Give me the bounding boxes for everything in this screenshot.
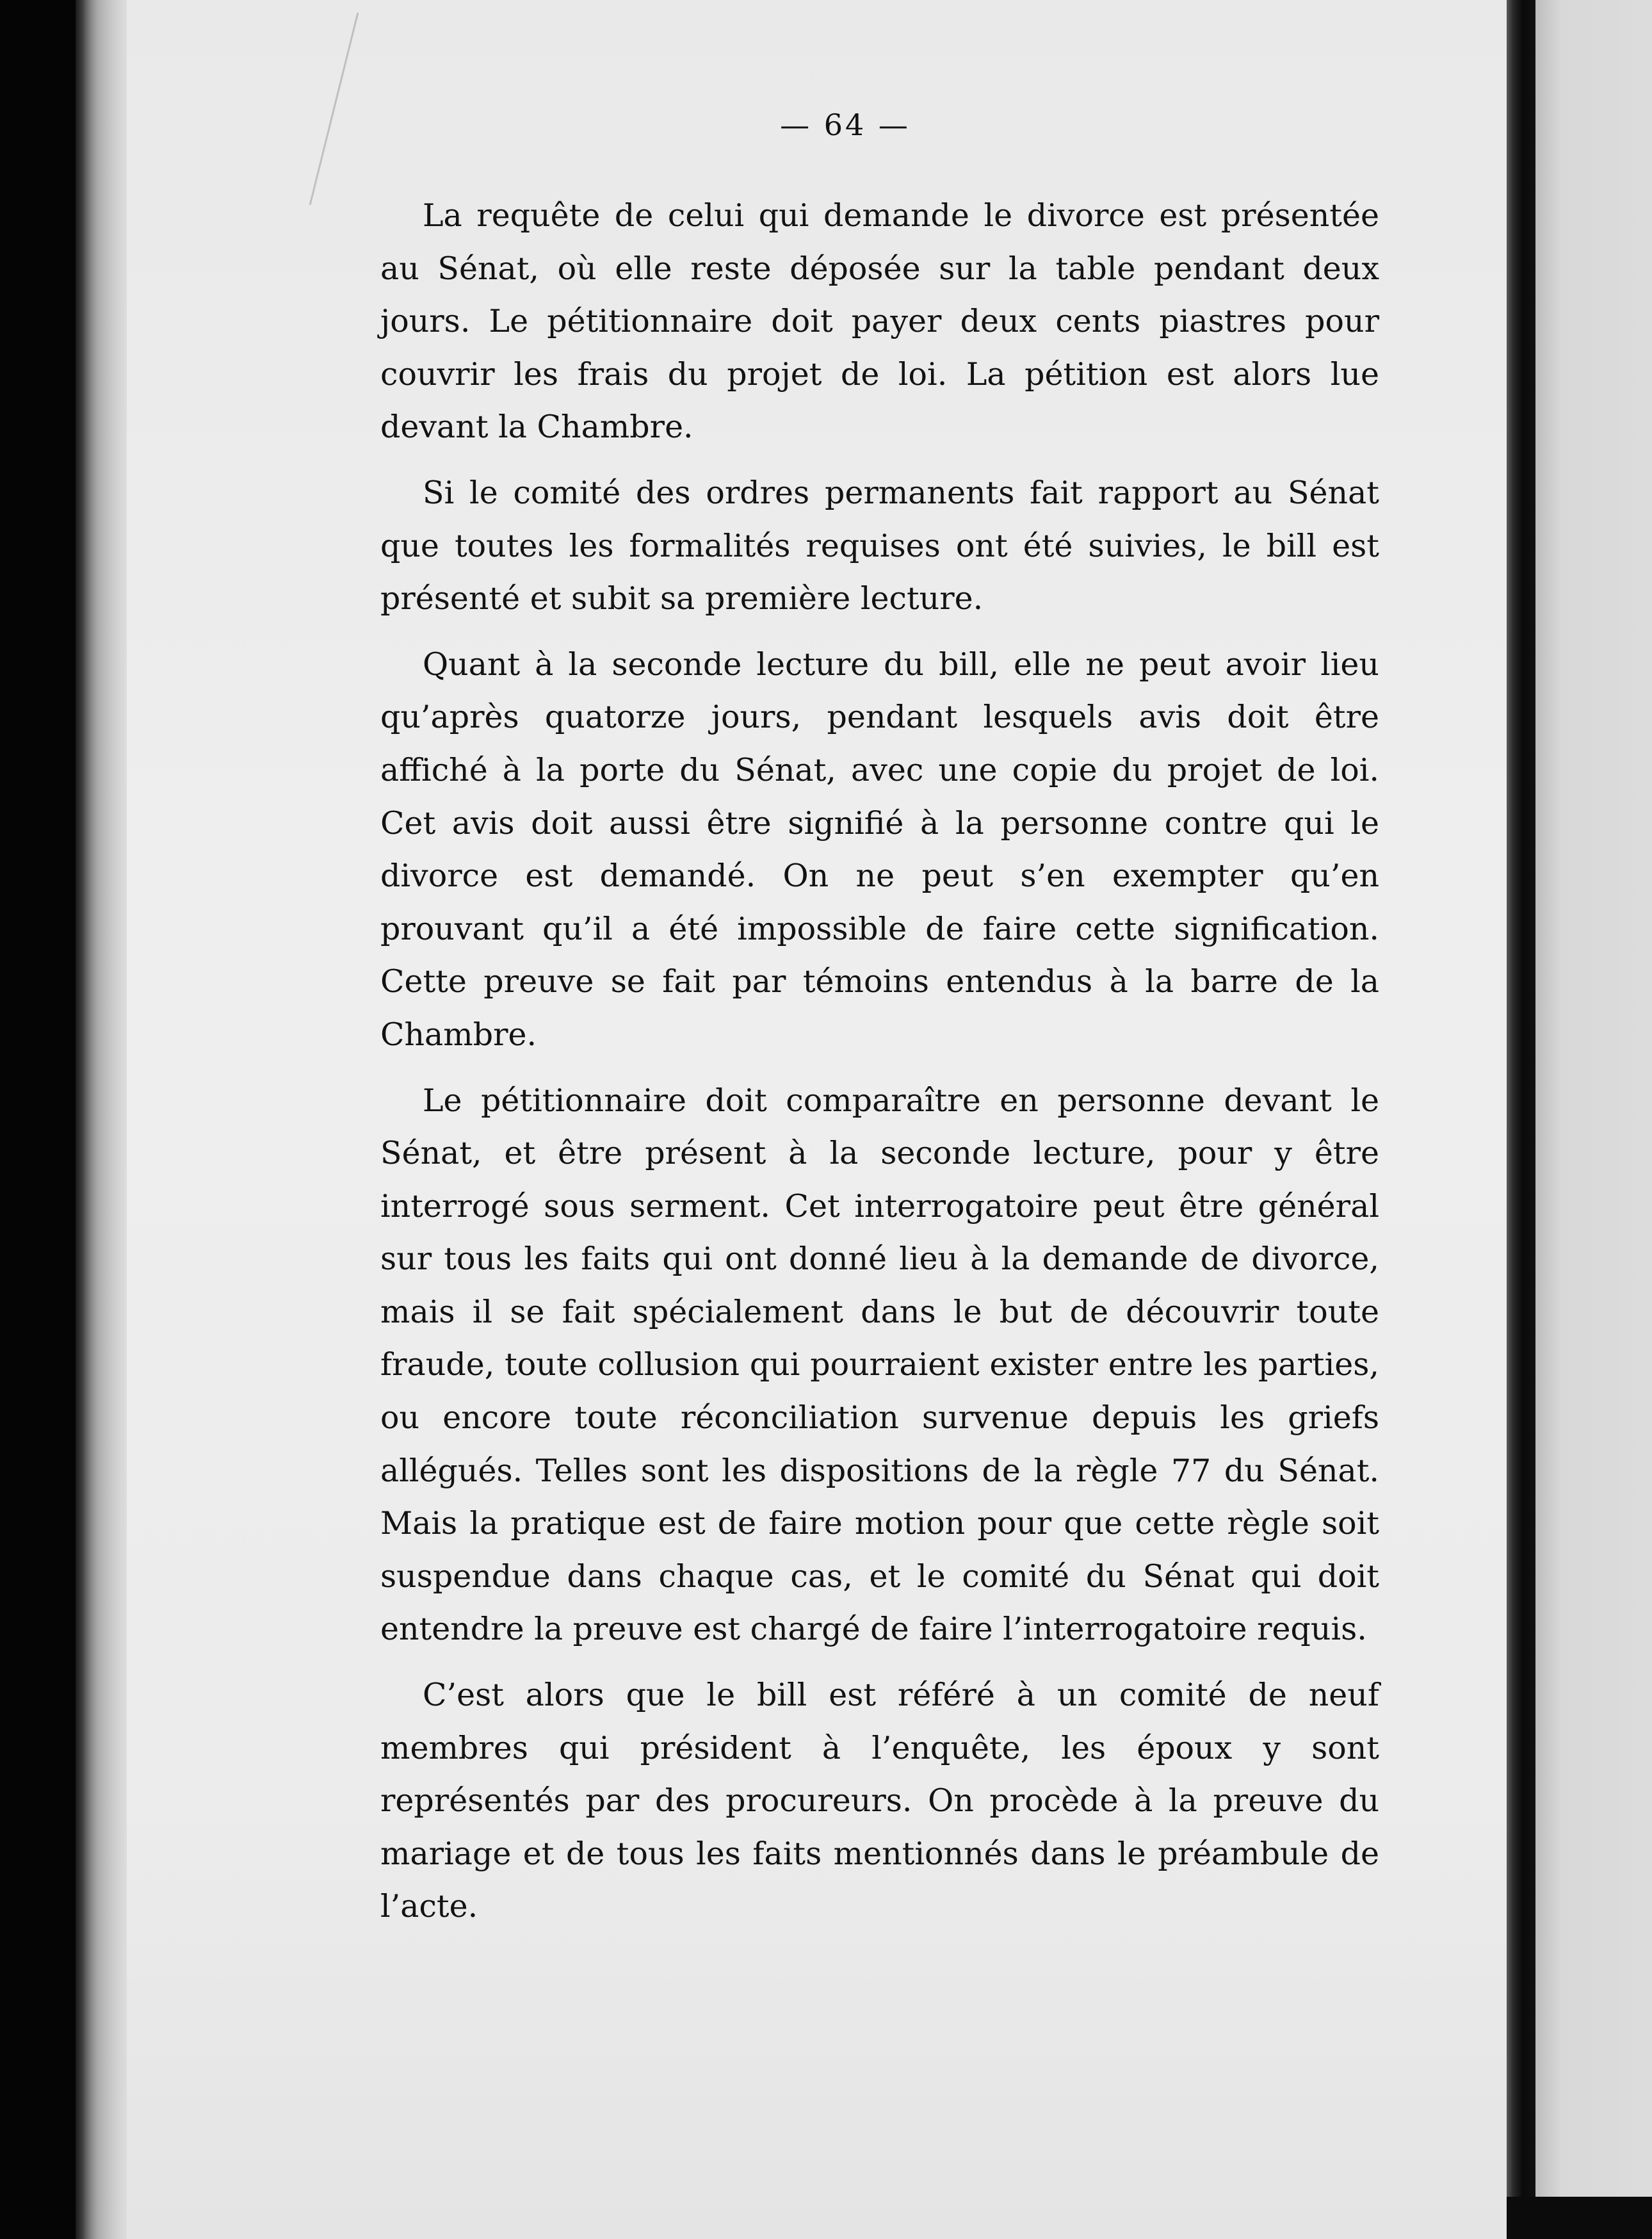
body-text bbox=[380, 190, 1379, 1934]
paragraph: La requête de celui qui demande le divorce est présentée au Sénat, où elle reste déposée sur la table pendant deux jours. Le pétitionnaire doit payer deux cents piastres pour couvrir les frais du projet de loi. La pétition est alors lue devant la Chambre. bbox=[380, 197, 1379, 446]
page-number: — 64 — bbox=[780, 108, 911, 142]
book-gutter bbox=[1507, 0, 1535, 2239]
paragraph: Le pétitionnaire doit comparaître en personne devant le Sénat, et être présent à la seconde lecture, pour y être interrogé sous serment. Cet interrogatoire peut être général sur tous les faits qui ont donné lieu à la demande de divorce, mais il se fait spécialement dans le but de découvrir toute fraude, toute collusion qui pourraient exister entre les parties, ou encore toute réconciliation survenue depuis les griefs allégués. Telles sont les dispositions de la règle 77 du Sénat. Mais la pratique est de faire motion pour que cette règle soit suspendue dans chaque cas, et le comité du Sénat qui doit entendre la preuve est chargé de faire l’interrogatoire requis. bbox=[380, 1082, 1379, 1648]
paragraph: Si le comité des ordres permanents fait rapport au Sénat que toutes les formalités requises ont été suivies, le bill est présenté et subit sa première lecture. bbox=[380, 474, 1379, 617]
film-frame-left bbox=[0, 0, 77, 2239]
paragraph: Quant à la seconde lecture du bill, elle ne peut avoir lieu qu’après quatorze jours, pendant lesquels avis doit être affiché à la porte du Sénat, avec une copie du projet de loi. Cet avis doit aussi être signifié à la personne contre qui le divorce est demandé. On ne peut s’en exempter qu’en prouvant qu’il a été impossible de faire cette signification. Cette preuve se fait par témoins entendus à la barre de la Chambre. bbox=[380, 646, 1379, 1053]
adjacent-page-edge bbox=[1535, 0, 1652, 2239]
paragraph: C’est alors que le bill est référé à un comité de neuf membres qui président à l’enquête, les époux y sont représentés par des procureurs. On procède à la preuve du mariage et de tous les faits mentionnés dans le préambule de l’acte. bbox=[380, 1677, 1379, 1925]
film-frame-bottom-right bbox=[1507, 2197, 1652, 2239]
book-page-edges bbox=[76, 0, 128, 2239]
